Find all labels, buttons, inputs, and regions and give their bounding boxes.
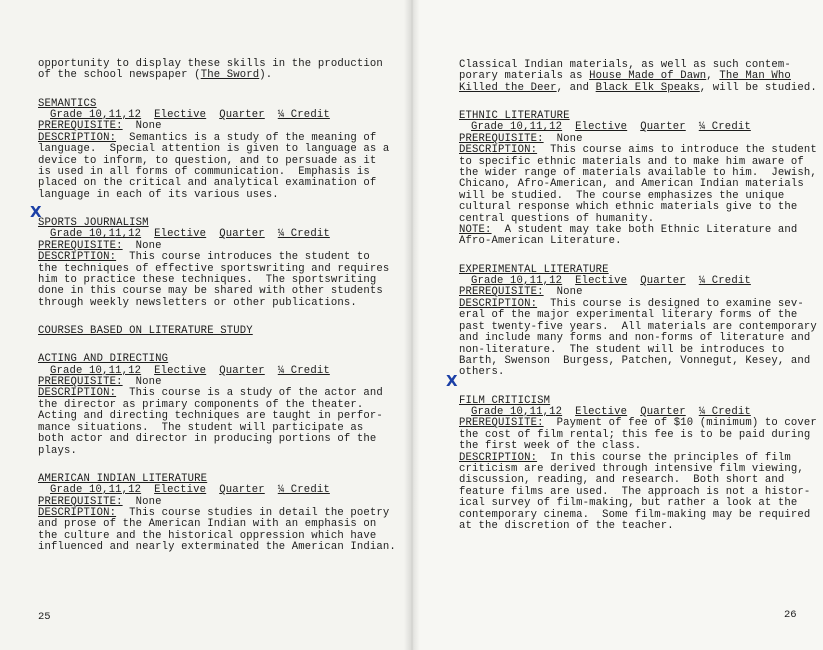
prerequisite-label: PREREQUISITE:: [459, 132, 544, 145]
description-line: Chicano, Afro-American, and American Indian materials: [459, 178, 804, 191]
description-line: influenced and nearly exterminated the American Indian.: [38, 541, 396, 554]
description-label: DESCRIPTION:: [459, 144, 538, 157]
prerequisite-label: PREREQUISITE:: [38, 376, 123, 389]
course-heading: ETHNIC LITERATURE: [459, 110, 570, 122]
description-line: is used in all forms of communication. Emphasis is: [38, 166, 370, 179]
continuation-text: , will be studied.: [699, 81, 817, 94]
credit-label: ¼ Credit: [698, 405, 751, 418]
quarter-label: Quarter: [640, 275, 686, 288]
credit-label: ¼ Credit: [698, 275, 751, 288]
description-line: ical survey of film-making, but rather a look at the: [459, 497, 798, 510]
section-heading: COURSES BASED ON LITERATURE STUDY: [38, 325, 253, 338]
note-line: Afro-American Literature.: [459, 235, 622, 248]
description-line: the culture and the historical oppression which have: [38, 529, 377, 542]
description-line: Acting and directing techniques are taught in perfor-: [38, 410, 383, 423]
description-label: DESCRIPTION:: [38, 131, 117, 144]
newspaper-title: The Sword: [200, 69, 260, 82]
intro-line: [38, 70, 378, 81]
prerequisite-label: PREREQUISITE:: [459, 417, 544, 430]
elective-label: Elective: [154, 109, 207, 121]
grade-label: Grade 10,11,12: [471, 405, 563, 418]
book-title: Black Elk Speaks: [595, 81, 700, 94]
course-acting-directing: [38, 353, 383, 457]
continuation-text: ,: [706, 70, 720, 83]
continuation-text: porary materials as: [459, 70, 590, 83]
course-heading: ACTING AND DIRECTING: [38, 353, 169, 366]
credit-label: ¼ Credit: [277, 109, 330, 121]
credit-label: ¼ Credit: [277, 364, 330, 377]
prerequisite-label: PREREQUISITE:: [38, 495, 123, 508]
course-experimental-literature: [459, 263, 817, 379]
section-heading-literature: [38, 326, 378, 337]
continuation-line: Classical Indian materials, as well as such contem-: [459, 59, 791, 71]
intro-line: opportunity to display these skills in the production: [38, 58, 383, 70]
description-line: contemporary cinema. Some film-making may be required: [459, 508, 811, 521]
description-line: criticism are derived through intensive film viewing,: [459, 462, 804, 475]
description-line: cultural response which ethnic materials give to the: [459, 201, 798, 214]
description-line: discussion, reading, and research. Both short and: [459, 474, 785, 487]
description-line: the wider range of materials available to him. Jewish,: [459, 167, 817, 180]
description-line: at the discretion of the teacher.: [459, 519, 674, 532]
grade-label: Grade 10,11,12: [50, 364, 142, 377]
description-line: through weekly newsletters or other publications.: [38, 296, 357, 309]
description-line: the techniques of effective sportswriting and requires: [38, 262, 390, 275]
grade-label: Grade 10,11,12: [50, 109, 142, 121]
description-line: plays.: [38, 444, 78, 457]
prerequisite-line: the first week of the class.: [459, 440, 642, 453]
course-semantics: [38, 97, 390, 202]
description-text: This course studies in detail the poetry: [129, 506, 390, 519]
book-title: The Man Who: [719, 70, 791, 83]
intro-text: of the school newspaper (: [38, 69, 201, 82]
description-line: placed on the critical and analytical examination of: [38, 177, 377, 190]
description-text: This course introduces the student to: [129, 251, 370, 264]
handwritten-x-mark: X: [30, 203, 42, 221]
description-text: In this course the principles of film: [550, 451, 791, 464]
prerequisite-row: [459, 417, 817, 430]
quarter-label: Quarter: [219, 364, 265, 377]
prerequisite-value: None: [135, 376, 162, 389]
description-line: others.: [459, 366, 505, 379]
course-film-criticism: [459, 394, 817, 533]
prerequisite-label: PREREQUISITE:: [459, 286, 544, 299]
grade-label: Grade 10,11,12: [50, 228, 142, 241]
course-heading: FILM CRITICISM: [459, 394, 551, 407]
right-page: [412, 0, 823, 650]
book-gutter-shadow: [404, 0, 420, 650]
description-text: This course is designed to examine sev-: [550, 297, 804, 310]
intro-text: ).: [259, 69, 273, 82]
description-line: the director as primary components of the theater.: [38, 398, 364, 411]
description-label: DESCRIPTION:: [38, 251, 117, 264]
description-label: DESCRIPTION:: [459, 297, 538, 310]
prerequisite-value: None: [556, 132, 583, 145]
description-line: done in this course may be shared with other students: [38, 285, 383, 298]
prerequisite-line: the cost of film rental; this fee is to be paid during: [459, 428, 811, 441]
description-label: DESCRIPTION:: [38, 506, 117, 519]
quarter-label: Quarter: [219, 484, 265, 497]
quarter-label: Quarter: [219, 228, 265, 241]
elective-label: Elective: [575, 275, 628, 288]
quarter-label: Quarter: [219, 109, 265, 121]
course-heading: SEMANTICS: [38, 97, 97, 110]
course-sports-journalism: [38, 217, 390, 309]
prerequisite-value: None: [135, 120, 162, 133]
prerequisite-value: None: [556, 286, 583, 299]
grade-label: Grade 10,11,12: [471, 121, 563, 134]
description-line: central questions of humanity.: [459, 212, 655, 225]
book-title: House Made of Dawn: [589, 70, 707, 83]
prerequisite-text: Payment of fee of $10 (minimum) to cover: [556, 417, 817, 430]
left-column: [38, 58, 396, 554]
prerequisite-value: None: [135, 495, 162, 508]
credit-label: ¼ Credit: [277, 484, 330, 497]
credit-label: ¼ Credit: [698, 121, 751, 134]
description-line: language. Special attention is given to language as a: [38, 143, 390, 156]
description-label: DESCRIPTION:: [459, 451, 538, 464]
elective-label: Elective: [154, 364, 207, 377]
grade-label: Grade 10,11,12: [471, 275, 563, 288]
course-american-indian-literature: [38, 472, 396, 554]
prerequisite-label: PREREQUISITE:: [38, 120, 123, 133]
prerequisite-label: PREREQUISITE:: [38, 239, 123, 252]
description-line: feature films are used. The approach is not a histor-: [459, 485, 811, 498]
note-label: NOTE:: [459, 224, 492, 237]
course-heading: AMERICAN INDIAN LITERATURE: [38, 472, 208, 485]
description-line: past twenty-five years. All materials are contemporary: [459, 320, 817, 333]
description-row: [459, 144, 817, 157]
description-text: Semantics is a study of the meaning of: [129, 131, 377, 144]
elective-label: Elective: [154, 484, 207, 497]
description-text: This course is a study of the actor and: [129, 387, 383, 400]
page-number: 26: [784, 609, 797, 621]
course-heading: SPORTS JOURNALISM: [38, 217, 149, 230]
description-line: and prose of the American Indian with an emphasis on: [38, 518, 377, 531]
credit-label: ¼ Credit: [277, 228, 330, 241]
elective-label: Elective: [575, 121, 628, 134]
prerequisite-value: None: [135, 239, 162, 252]
description-line: both actor and director in producing portions of the: [38, 433, 377, 446]
elective-label: Elective: [154, 228, 207, 241]
description-line: and include many forms and non-forms of literature and: [459, 332, 811, 345]
book-title: Killed the Deer: [459, 81, 557, 94]
description-line: to specific ethnic materials and to make him aware of: [459, 155, 804, 168]
continuation-text: , and: [556, 81, 596, 94]
description-line: eral of the major experimental literary forms of the: [459, 309, 798, 322]
quarter-label: Quarter: [640, 405, 686, 418]
description-line: mance situations. The student will participate as: [38, 421, 364, 434]
handwritten-x-mark: X: [446, 372, 458, 390]
continuation-line: [459, 81, 817, 94]
page-number: 25: [38, 611, 51, 623]
grade-label: Grade 10,11,12: [50, 484, 142, 497]
description-text: This course aims to introduce the student: [550, 144, 817, 157]
right-column: [459, 59, 817, 532]
note-text: A student may take both Ethnic Literature and: [504, 224, 798, 237]
description-line: device to inform, to question, and to persuade as it: [38, 154, 377, 167]
quarter-label: Quarter: [640, 121, 686, 134]
course-heading: EXPERIMENTAL LITERATURE: [459, 263, 609, 276]
description-line: him to practice these techniques. The sportswriting: [38, 274, 377, 287]
description-line: Barth, Swenson Burgess, Patchen, Vonnegut, Kesey, and: [459, 354, 811, 367]
continuation-paragraph: [459, 59, 817, 94]
elective-label: Elective: [575, 405, 628, 418]
intro-paragraph: [38, 58, 383, 82]
course-ethnic-literature: [459, 110, 817, 248]
description-line: language in each of its various uses.: [38, 188, 279, 201]
description-line: will be studied. The course emphasizes the unique: [459, 189, 785, 202]
description-row: [38, 252, 378, 263]
description-line: non-literature. The student will be introduces to: [459, 343, 785, 356]
description-label: DESCRIPTION:: [38, 387, 117, 400]
